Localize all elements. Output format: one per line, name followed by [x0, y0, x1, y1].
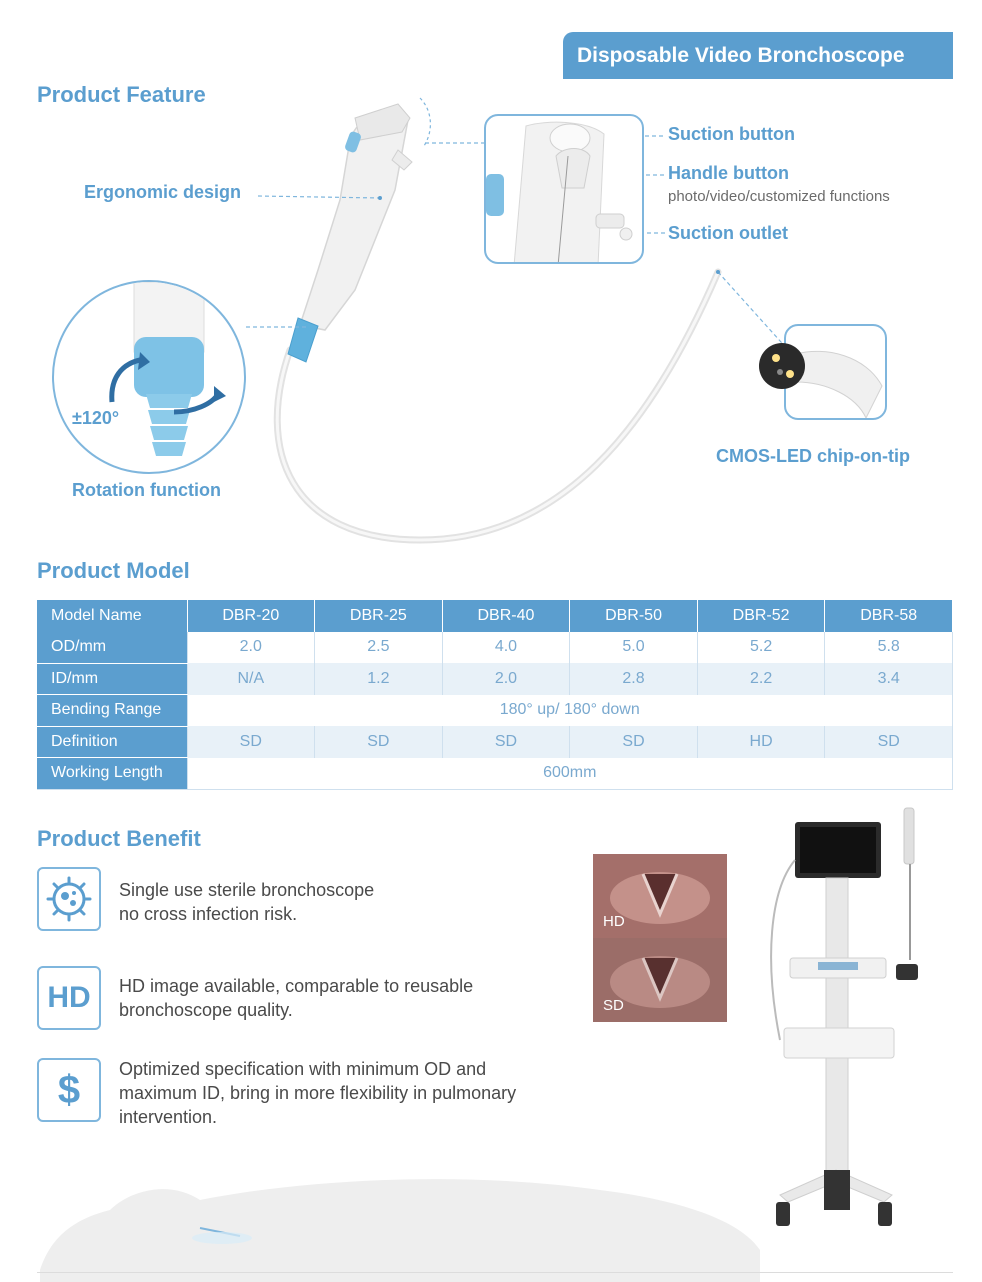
header-dbr-58: DBR-58 — [825, 600, 953, 632]
benefit-text-3 — [119, 1057, 559, 1129]
table-cell: SD — [825, 726, 953, 758]
table-cell: SD — [570, 726, 698, 758]
table-cell: SD — [442, 726, 570, 758]
rotation-closeup — [52, 280, 246, 474]
rotation-closeup-image — [54, 282, 246, 474]
suction-button-label: Suction button — [668, 124, 795, 144]
product-banner: Disposable Video Bronchoscope — [563, 32, 953, 79]
row-label-length: Working Length — [37, 758, 187, 790]
table-cell: 5.2 — [697, 632, 825, 664]
hd-icon-text: HD — [47, 981, 91, 1014]
table-row-od — [37, 632, 953, 664]
header-dbr-52: DBR-52 — [697, 600, 825, 632]
tip-closeup-image — [786, 326, 887, 420]
table-cell: 2.8 — [570, 663, 698, 695]
hd-icon — [37, 966, 101, 1030]
table-cell: 5.8 — [825, 632, 953, 664]
table-cell: SD — [187, 726, 315, 758]
table-cell: HD — [697, 726, 825, 758]
tip-closeup — [784, 324, 887, 420]
handle-closeup-image — [486, 116, 644, 264]
hd-endoscope-image — [593, 854, 727, 938]
table-cell: 4.0 — [442, 632, 570, 664]
row-label-od: OD/mm — [37, 632, 187, 664]
sd-endoscope-image — [593, 938, 727, 1022]
rotation-function-label: Rotation function — [72, 480, 221, 500]
header-dbr-40: DBR-40 — [442, 600, 570, 632]
rotation-angle-label: ±120° — [72, 408, 120, 428]
table-cell: 2.0 — [187, 632, 315, 664]
table-cell: 2.5 — [315, 632, 443, 664]
model-spec-table — [37, 600, 953, 790]
dollar-icon — [37, 1058, 101, 1122]
product-benefit-title: Product Benefit — [37, 826, 201, 851]
table-cell: SD — [315, 726, 443, 758]
benefit-line: bronchoscope quality. — [119, 1000, 293, 1020]
sd-image-label: SD — [603, 997, 624, 1014]
patient-silhouette — [40, 1160, 760, 1282]
table-cell: N/A — [187, 663, 315, 695]
header-model-name: Model Name — [37, 600, 187, 632]
table-row-id — [37, 663, 953, 695]
benefit-line: intervention. — [119, 1107, 218, 1127]
table-row-definition — [37, 726, 953, 758]
benefit-text-2 — [119, 974, 559, 1022]
table-cell: 1.2 — [315, 663, 443, 695]
header-dbr-20: DBR-20 — [187, 600, 315, 632]
footer-divider — [37, 1272, 953, 1273]
hd-image-label: HD — [603, 913, 625, 930]
trolley-image — [760, 800, 960, 1240]
suction-outlet-label: Suction outlet — [668, 223, 788, 243]
ergonomic-design-label: Ergonomic design — [84, 182, 242, 202]
benefit-text-1 — [119, 878, 559, 926]
benefit-line: Optimized specification with minimum OD and — [119, 1059, 487, 1079]
header-dbr-50: DBR-50 — [570, 600, 698, 632]
table-cell: 2.2 — [697, 663, 825, 695]
table-row-length — [37, 758, 953, 790]
handle-button-label: Handle button — [668, 163, 789, 183]
handle-button-sublabel: photo/video/customized functions — [668, 188, 890, 205]
header-dbr-25: DBR-25 — [315, 600, 443, 632]
dollar-icon-text: $ — [57, 1067, 81, 1112]
table-header-row — [37, 600, 953, 632]
table-cell: 3.4 — [825, 663, 953, 695]
table-cell: 600mm — [187, 758, 953, 790]
table-cell: 5.0 — [570, 632, 698, 664]
product-feature-title: Product Feature — [37, 82, 206, 107]
benefit-line: no cross infection risk. — [119, 904, 298, 924]
table-row-bending — [37, 695, 953, 727]
row-label-definition: Definition — [37, 726, 187, 758]
product-model-title: Product Model — [37, 558, 190, 583]
row-label-id: ID/mm — [37, 663, 187, 695]
table-cell: 2.0 — [442, 663, 570, 695]
benefit-line: HD image available, comparable to reusable — [119, 976, 474, 996]
row-label-bending: Bending Range — [37, 695, 187, 727]
benefit-line: maximum ID, bring in more flexibility in pulmonary — [119, 1083, 517, 1103]
cmos-led-label: CMOS-LED chip-on-tip — [716, 446, 910, 466]
sterile-virus-icon — [37, 867, 101, 931]
benefit-line: Single use sterile bronchoscope — [119, 880, 375, 900]
table-cell: 180° up/ 180° down — [187, 695, 953, 727]
handle-closeup — [484, 114, 644, 264]
